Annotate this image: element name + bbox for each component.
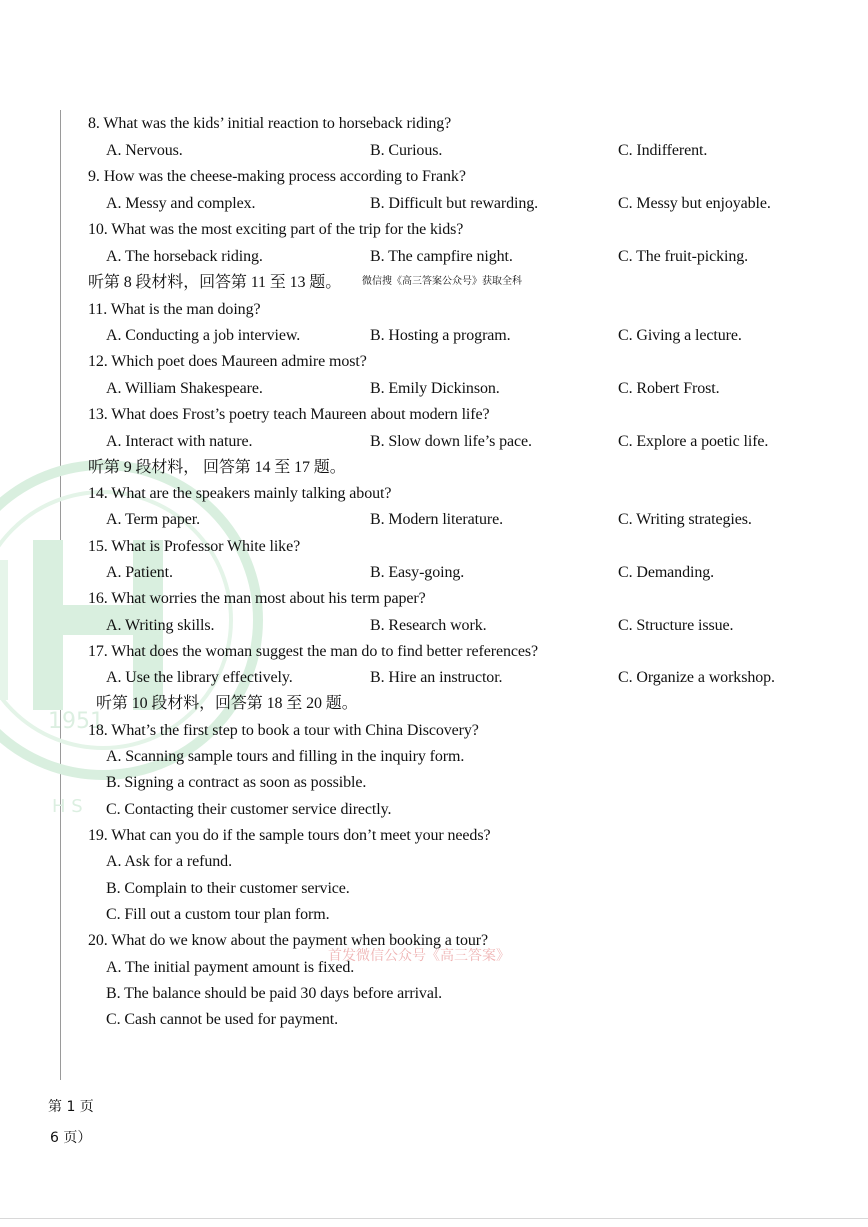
q18-option-b: B. Signing a contract as soon as possible. <box>106 774 367 791</box>
bottom-rule <box>0 1218 868 1219</box>
q20-option-a: A. The initial payment amount is fixed. <box>106 959 355 976</box>
q20-option-c: C. Cash cannot be used for payment. <box>106 1011 339 1028</box>
q19-option-b: B. Complain to their customer service. <box>106 880 350 897</box>
question-10: 10. What was the most exciting part of the trip for the kids? <box>88 221 464 238</box>
question-16: 16. What worries the man most about his term paper? <box>88 590 426 607</box>
question-13: 13. What does Frost’s poetry teach Maureen about modern life? <box>88 406 490 423</box>
wechat-watermark-small: 微信搜《高三答案公众号》获取全科 <box>362 276 522 287</box>
q10-option-b: B. The campfire night. <box>370 248 513 265</box>
q14-option-b: B. Modern literature. <box>370 511 503 528</box>
q17-option-b: B. Hire an instructor. <box>370 669 503 686</box>
q13-option-a: A. Interact with nature. <box>106 433 253 450</box>
q9-option-c: C. Messy but enjoyable. <box>618 195 771 212</box>
question-17: 17. What does the woman suggest the man do to find better references? <box>88 643 538 660</box>
q12-option-a: A. William Shakespeare. <box>106 380 263 397</box>
page-total: 6 页） <box>50 1130 92 1146</box>
question-9: 9. How was the cheese-making process according to Frank? <box>88 168 466 185</box>
seal-number: 1951 <box>48 709 104 734</box>
question-12: 12. Which poet does Maureen admire most? <box>88 353 367 370</box>
page-number: 第 1 页 <box>48 1099 94 1115</box>
q8-option-c: C. Indifferent. <box>618 142 708 159</box>
q16-option-a: A. Writing skills. <box>106 617 215 634</box>
wechat-watermark-pink: 首发微信公众号《高三答案》 <box>328 948 510 964</box>
q14-option-a: A. Term paper. <box>106 511 201 528</box>
q10-option-a: A. The horseback riding. <box>106 248 263 265</box>
question-8: 8. What was the kids’ initial reaction to horseback riding? <box>88 115 452 132</box>
q10-option-c: C. The fruit-picking. <box>618 248 749 265</box>
question-20: 20. What do we know about the payment when booking a tour? <box>88 932 489 949</box>
question-15: 15. What is Professor White like? <box>88 538 301 555</box>
question-14: 14. What are the speakers mainly talking about? <box>88 485 392 502</box>
q9-option-a: A. Messy and complex. <box>106 195 256 212</box>
question-18: 18. What’s the first step to book a tour with China Discovery? <box>88 722 479 739</box>
q11-option-a: A. Conducting a job interview. <box>106 327 301 344</box>
q11-option-c: C. Giving a lecture. <box>618 327 742 344</box>
q11-option-b: B. Hosting a program. <box>370 327 511 344</box>
seal-letters: H S <box>52 796 83 817</box>
q12-option-c: C. Robert Frost. <box>618 380 720 397</box>
q15-option-b: B. Easy-going. <box>370 564 465 581</box>
q14-option-c: C. Writing strategies. <box>618 511 752 528</box>
q9-option-b: B. Difficult but rewarding. <box>370 195 539 212</box>
q15-option-a: A. Patient. <box>106 564 173 581</box>
section-header-8: 听第 8 段材料，回答第 11 至 13 题。 <box>88 274 342 291</box>
question-11: 11. What is the man doing? <box>88 301 261 318</box>
q8-option-b: B. Curious. <box>370 142 443 159</box>
q16-option-b: B. Research work. <box>370 617 487 634</box>
question-19: 19. What can you do if the sample tours don’t meet your needs? <box>88 827 491 844</box>
section-header-9: 听第 9 段材料， 回答第 14 至 17 题。 <box>88 459 346 476</box>
q8-option-a: A. Nervous. <box>106 142 183 159</box>
q17-option-a: A. Use the library effectively. <box>106 669 293 686</box>
section-header-10: 听第 10 段材料，回答第 18 至 20 题。 <box>96 695 358 712</box>
q17-option-c: C. Organize a workshop. <box>618 669 775 686</box>
q13-option-b: B. Slow down life’s pace. <box>370 433 532 450</box>
q20-option-b: B. The balance should be paid 30 days before arrival. <box>106 985 443 1002</box>
q15-option-c: C. Demanding. <box>618 564 715 581</box>
q12-option-b: B. Emily Dickinson. <box>370 380 500 397</box>
q13-option-c: C. Explore a poetic life. <box>618 433 769 450</box>
q16-option-c: C. Structure issue. <box>618 617 734 634</box>
q19-option-a: A. Ask for a refund. <box>106 853 232 870</box>
q18-option-c: C. Contacting their customer service directly. <box>106 801 392 818</box>
q18-option-a: A. Scanning sample tours and filling in the inquiry form. <box>106 748 465 765</box>
q19-option-c: C. Fill out a custom tour plan form. <box>106 906 330 923</box>
